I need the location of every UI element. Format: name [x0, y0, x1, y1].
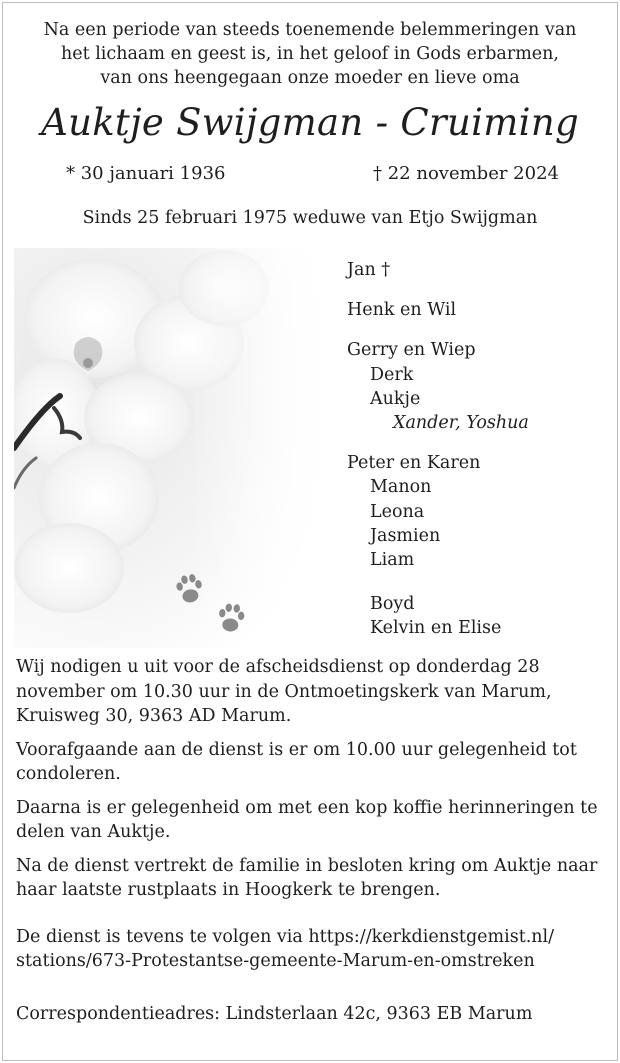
family-member: Kelvin en Elise: [370, 618, 502, 639]
intro-line: Na een periode van steeds toenemende belemmeringen van: [43, 20, 577, 40]
paragraph: Na de dienst vertrekt de familie in besloten kring om Auktje naar haar laatste rustplaats in Hoogkerk te brengen.: [16, 855, 598, 900]
service-details: [16, 655, 612, 1035]
livestream-text: [16, 925, 612, 974]
intro-line: van ons heengegaan onze moeder en lieve oma: [100, 68, 520, 88]
livestream-line: De dienst is tevens te volgen via https://kerkdienstgemist.nl/: [16, 926, 555, 947]
death-date: † 22 november 2024: [373, 163, 559, 184]
family-member: Jasmien: [370, 525, 441, 546]
paragraph: Voorafgaande aan de dienst is er om 10.00 uur gelegenheid tot condoleren.: [16, 739, 577, 784]
family-member: Peter en Karen: [347, 453, 481, 474]
family-member: Jan †: [347, 260, 391, 280]
birth-date: * 30 januari 1936: [66, 163, 226, 184]
family-member: Liam: [370, 550, 415, 571]
correspondence-address: Correspondentieadres: Lindsterlaan 42c, 9363 EB Marum: [16, 1003, 533, 1024]
intro-text: [0, 18, 620, 90]
family-member: Leona: [370, 501, 425, 522]
family-member: Derk: [370, 364, 414, 385]
family-member: Manon: [370, 477, 432, 498]
family-list: [347, 258, 529, 641]
livestream-url[interactable]: stations/673-Protestantse-gemeente-Marum-en-omstreken: [16, 951, 535, 971]
intro-line: het lichaam en geest is, in het geloof in Gods erbarmen,: [60, 44, 559, 64]
orchid-flower-photo: [14, 248, 334, 648]
family-member: Xander, Yoshua: [393, 413, 529, 434]
family-member: Gerry en Wiep: [347, 340, 476, 361]
paragraph: Wij nodigen u uit voor de afscheidsdienst op donderdag 28 november om 10.30 uur in de Ontmoetingskerk van Marum, Kruisweg 30, 9363 AD Marum.: [16, 657, 552, 726]
family-member: Boyd: [370, 594, 415, 615]
widow-line: Sinds 25 februari 1975 weduwe van Etjo Swijgman: [82, 208, 538, 228]
family-member: Aukje: [370, 388, 421, 409]
deceased-name: Auktje Swijgman - Cruiming: [41, 101, 579, 144]
paragraph: Daarna is er gelegenheid om met een kop koffie herinneringen te delen van Auktje.: [16, 797, 598, 842]
family-member: Henk en Wil: [347, 300, 457, 321]
